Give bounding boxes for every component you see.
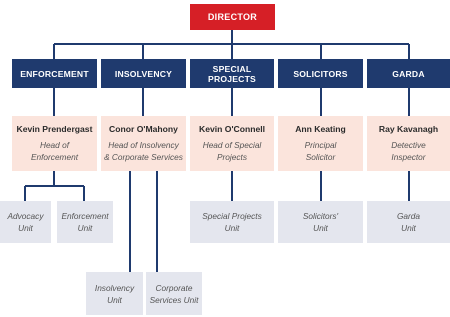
head-role: Head of Insolvency & Corporate Services — [104, 140, 183, 162]
unit-insolvency — [86, 272, 143, 315]
head-name: Ann Keating — [295, 124, 346, 134]
unit-advocacy — [0, 201, 51, 243]
unit-enforcement — [57, 201, 113, 243]
head-role: Detective Inspector — [391, 140, 426, 162]
head-solicitors — [278, 116, 363, 171]
unit-label: Corporate Services Unit — [149, 282, 199, 305]
unit-label: Solicitors' Unit — [302, 211, 339, 233]
unit-label: Advocacy Unit — [7, 211, 44, 233]
dept-garda — [367, 59, 450, 88]
unit-solicitors — [278, 201, 363, 243]
head-role: Head of Special Projects — [202, 140, 262, 162]
dept-enforcement — [12, 59, 97, 88]
dept-label: SPECIAL PROJECTS — [208, 63, 256, 84]
unit-label: Special Projects Unit — [202, 211, 262, 233]
head-role: Principal Solicitor — [304, 140, 337, 162]
unit-corporate-services — [146, 272, 202, 315]
director-label: DIRECTOR — [207, 12, 258, 22]
unit-label: Insolvency Unit — [94, 282, 135, 305]
head-name: Ray Kavanagh — [378, 124, 439, 134]
director-box — [190, 4, 275, 30]
head-enforcement — [12, 116, 97, 171]
dept-solicitors — [278, 59, 363, 88]
unit-garda — [367, 201, 450, 243]
unit-special-projects — [190, 201, 274, 243]
dept-insolvency — [101, 59, 186, 88]
dept-label: GARDA — [392, 68, 425, 79]
head-name: Kevin Prendergast — [16, 124, 93, 134]
head-insolvency — [101, 116, 186, 171]
head-name: Kevin O'Connell — [198, 124, 266, 134]
head-special-projects — [190, 116, 274, 171]
head-name: Conor O'Mahony — [109, 124, 178, 134]
head-garda — [367, 116, 450, 171]
unit-label: Garda Unit — [396, 211, 421, 233]
unit-label: Enforcement Unit — [61, 211, 109, 233]
dept-label: SOLICITORS — [293, 68, 348, 79]
dept-label: ENFORCEMENT — [20, 68, 89, 79]
dept-special-projects — [190, 59, 274, 88]
head-role: Head of Enforcement — [30, 140, 79, 162]
dept-label: INSOLVENCY — [114, 68, 173, 79]
